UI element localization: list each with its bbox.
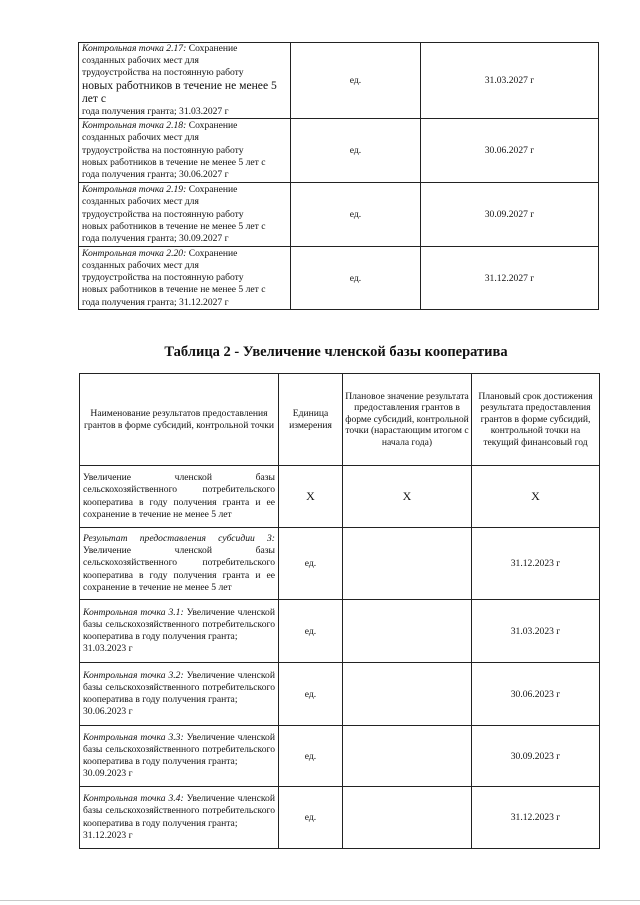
unit-cell: ед.: [291, 43, 421, 119]
table-header-row: [80, 374, 600, 466]
unit-cell: ед.: [279, 726, 343, 787]
checkpoint-date: 30.09.2023 г: [83, 768, 133, 780]
plan-value-cell: [343, 663, 472, 726]
checkpoint-name-cell: [80, 600, 279, 663]
checkpoint-text: созданных рабочих мест для: [82, 259, 199, 271]
checkpoint-text: года получения гранта; 31.12.2027 г: [82, 296, 229, 308]
checkpoint-text: созданных рабочих мест для: [82, 132, 199, 144]
checkpoint-text: трудоустройства на постоянную работу: [82, 144, 244, 156]
checkpoint-name-cell: [79, 119, 291, 183]
table-row: [80, 663, 600, 726]
table-row: [80, 726, 600, 787]
membership-table: [79, 373, 600, 849]
result-name-cell: [80, 528, 279, 600]
checkpoint-prefix: Контрольная точка 2.20:: [82, 247, 187, 259]
checkpoint-text: года получения гранта; 30.06.2027 г: [82, 169, 229, 181]
table-row: [79, 43, 599, 119]
checkpoint-text: созданных рабочих мест для: [82, 55, 199, 67]
checkpoint-prefix: Контрольная точка 2.17:: [82, 43, 187, 54]
plan-value-cell: X: [343, 466, 472, 528]
plan-value-cell: [343, 787, 472, 849]
table-row: [79, 119, 599, 183]
unit-cell: ед.: [291, 247, 421, 310]
unit-cell: ед.: [291, 183, 421, 247]
checkpoint-text: новых работников в течение не менее 5 лет с: [82, 220, 266, 232]
table-row: [79, 247, 599, 310]
checkpoint-text: Сохранение: [188, 43, 238, 54]
checkpoint-prefix: Контрольная точка 2.18:: [82, 120, 187, 132]
checkpoint-text: Увеличение членской базы сельскохозяйственного потребительского кооператива в году получения гранта;: [83, 669, 275, 705]
checkpoint-prefix: Контрольная точка 3.4:: [83, 793, 184, 805]
checkpoint-name-cell: [80, 726, 279, 787]
header-plan: Плановое значение результата предоставления грантов в форме субсидий, контрольной точки (нарастающим итогом с начала года): [343, 374, 472, 466]
checkpoint-text: Увеличение членской базы сельскохозяйственного потребительского кооператива в году получения гранта;: [83, 731, 275, 767]
checkpoint-text: Увеличение членской базы сельскохозяйственного потребительского кооператива в году получения гранта;: [83, 793, 275, 829]
unit-cell: ед.: [291, 119, 421, 183]
checkpoint-prefix: Контрольная точка 2.19:: [82, 184, 187, 196]
checkpoint-text: новых работников в течение не менее 5 лет с: [82, 78, 277, 105]
unit-cell: ед.: [279, 663, 343, 726]
header-date: Плановый срок достижения результата предоставления грантов в форме субсидий, контрольной точки на текущий финансовый год: [472, 374, 600, 466]
date-cell: 31.12.2023 г: [472, 528, 600, 600]
checkpoint-date: 31.03.2023 г: [83, 643, 133, 655]
date-cell: 30.06.2027 г: [421, 119, 599, 183]
date-cell: 31.12.2023 г: [472, 787, 600, 849]
table-row: [80, 466, 600, 528]
checkpoint-prefix: Контрольная точка 3.1:: [83, 606, 184, 618]
checkpoint-date: 30.06.2023 г: [83, 706, 133, 718]
checkpoint-text: трудоустройства на постоянную работу: [82, 272, 244, 284]
date-cell: 30.09.2027 г: [421, 183, 599, 247]
unit-cell: ед.: [279, 528, 343, 600]
checkpoint-text: года получения гранта; 30.09.2027 г: [82, 233, 229, 245]
checkpoint-text: Увеличение членской базы сельскохозяйственного потребительского кооператива в году получения гранта;: [83, 606, 275, 642]
checkpoint-text: Сохранение: [188, 247, 238, 259]
result-name-cell: Увеличение членской базы сельскохозяйственного потребительского кооператива в году получения гранта и ее сохранение в течение не менее 5 лет: [80, 466, 279, 528]
checkpoint-text: трудоустройства на постоянную работу: [82, 208, 244, 220]
table-row: [80, 600, 600, 663]
checkpoint-text: Сохранение: [188, 184, 238, 196]
result-prefix: Результат предоставления субсидии 3:: [83, 532, 275, 544]
table-title: Таблица 2 - Увеличение членской базы кооператива: [164, 344, 508, 360]
checkpoint-prefix: Контрольная точка 3.2:: [83, 669, 184, 681]
plan-value-cell: [343, 528, 472, 600]
checkpoint-text: Сохранение: [188, 120, 238, 132]
checkpoint-text: трудоустройства на постоянную работу: [82, 67, 244, 79]
plan-value-cell: [343, 600, 472, 663]
checkpoint-name-cell: [79, 43, 291, 119]
unit-cell: X: [279, 466, 343, 528]
header-unit: Единица измерения: [279, 374, 343, 466]
checkpoints-table-2: [78, 42, 599, 310]
date-cell: 30.06.2023 г: [472, 663, 600, 726]
checkpoint-text: года получения гранта; 31.03.2027 г: [82, 106, 229, 118]
checkpoint-prefix: Контрольная точка 3.3:: [83, 731, 184, 743]
checkpoint-text: новых работников в течение не менее 5 лет с: [82, 156, 266, 168]
unit-cell: ед.: [279, 600, 343, 663]
checkpoint-text: новых работников в течение не менее 5 лет с: [82, 284, 266, 296]
table-row: [80, 528, 600, 600]
date-cell: 30.09.2023 г: [472, 726, 600, 787]
header-name: Наименование результатов предоставления грантов в форме субсидий, контрольной точки: [80, 374, 279, 466]
checkpoint-name-cell: [79, 247, 291, 310]
table-row: [80, 787, 600, 849]
checkpoint-text: созданных рабочих мест для: [82, 196, 199, 208]
date-cell: 31.12.2027 г: [421, 247, 599, 310]
plan-value-cell: [343, 726, 472, 787]
date-cell: X: [472, 466, 600, 528]
result-text: Увеличение членской базы сельскохозяйственного потребительского кооператива в году получения гранта и ее сохранение в течение не менее 5 лет: [83, 545, 275, 593]
checkpoint-name-cell: [80, 663, 279, 726]
unit-cell: ед.: [279, 787, 343, 849]
checkpoint-name-cell: [80, 787, 279, 849]
checkpoint-date: 31.12.2023 г: [83, 829, 133, 841]
page-bottom-divider: [0, 900, 640, 901]
date-cell: 31.03.2027 г: [421, 43, 599, 119]
table-row: [79, 183, 599, 247]
checkpoint-name-cell: [79, 183, 291, 247]
date-cell: 31.03.2023 г: [472, 600, 600, 663]
